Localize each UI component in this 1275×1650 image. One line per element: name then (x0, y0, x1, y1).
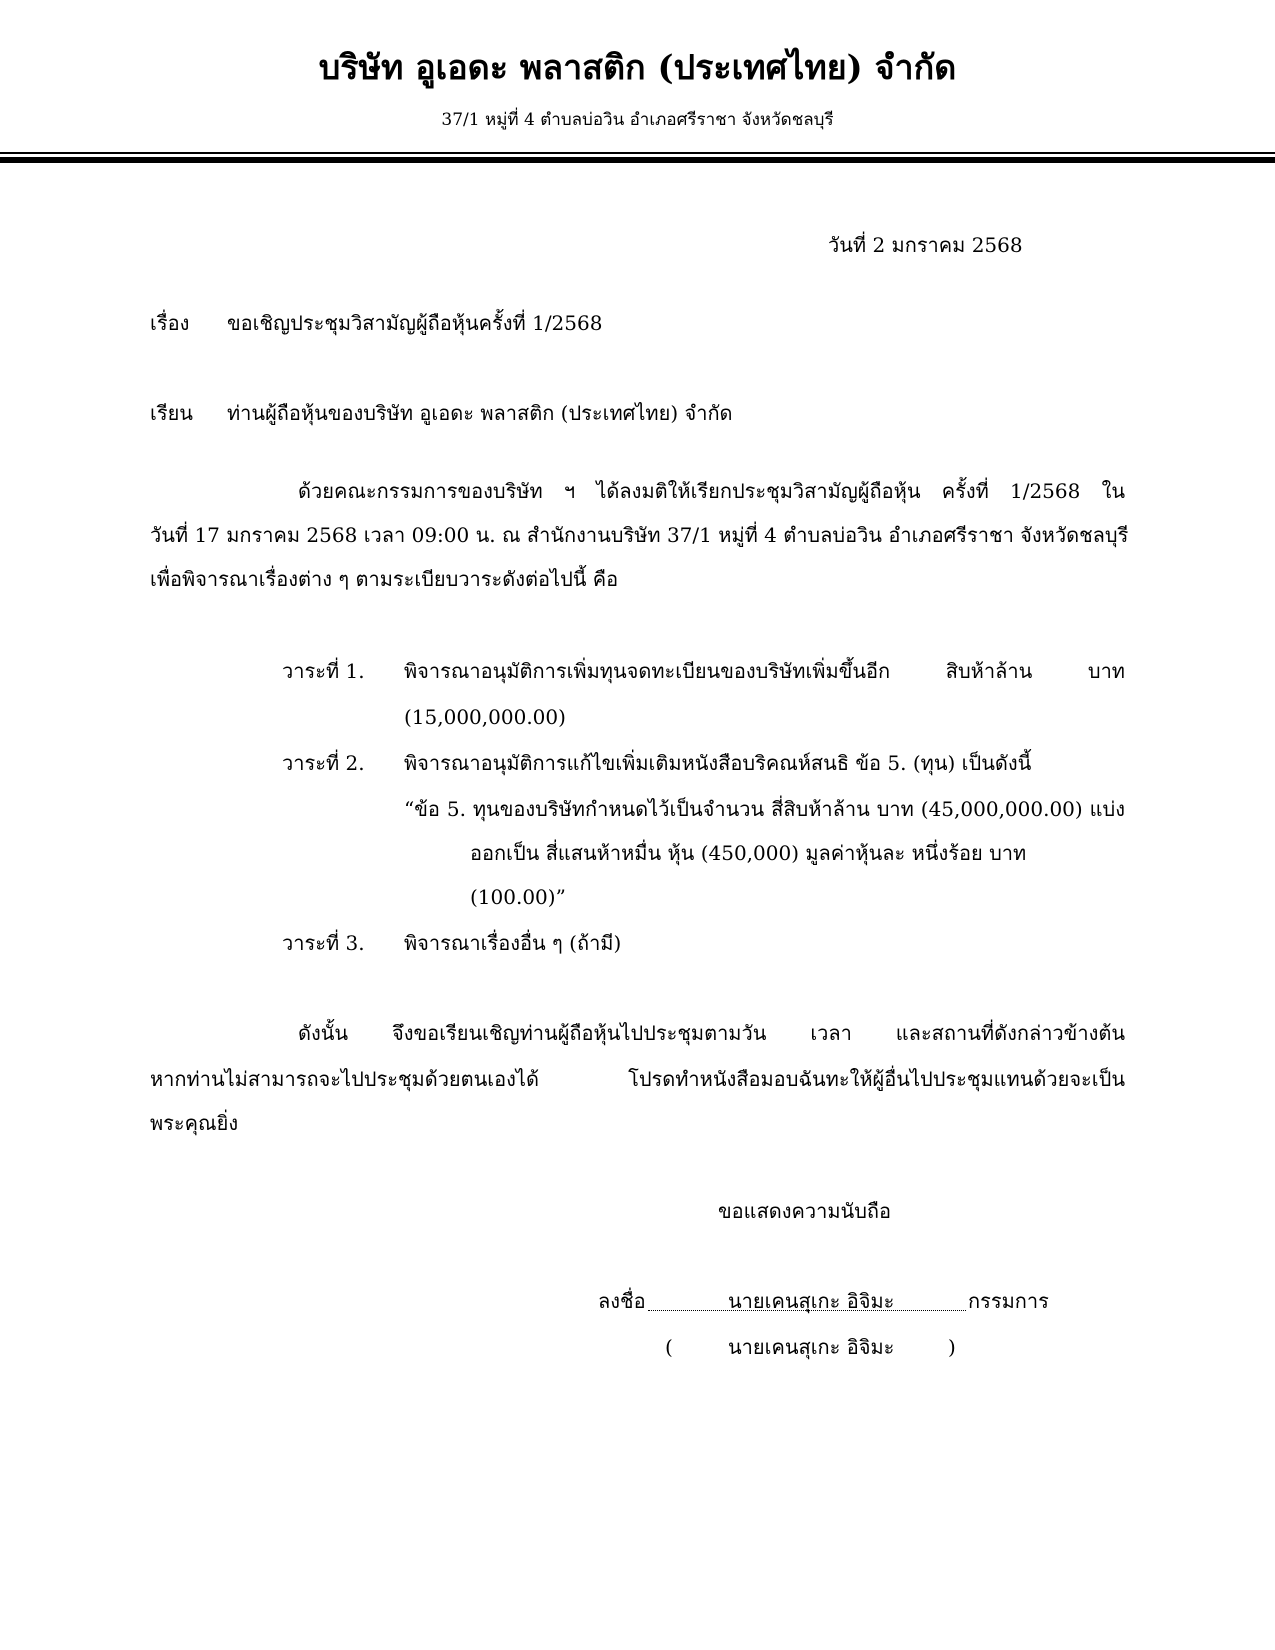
agenda-label: วาระที่ 3. (282, 931, 365, 955)
agenda-label: วาระที่ 2. (282, 751, 365, 775)
header-divider-thick (0, 157, 1275, 163)
closing-para-line: พระคุณยิ่ง (150, 1111, 239, 1135)
closing-para-line: ดังนั้น จึงขอเรียนเชิญท่านผู้ถือหุ้นไปประชุมตามวัน เวลา และสถานที่ดังกล่าวข้างต้น (298, 1021, 1125, 1045)
agenda-line: พิจารณาเรื่องอื่น ๆ (ถ้ามี) (404, 931, 622, 955)
intro-line: เพื่อพิจารณาเรื่องต่าง ๆ ตามระเบียบวาระดังต่อไปนี้ คือ (150, 567, 619, 591)
agenda-line: (15,000,000.00) (404, 705, 566, 729)
header-divider-thin (0, 152, 1275, 154)
agenda-label: วาระที่ 1. (282, 659, 365, 683)
subject-text: ขอเชิญประชุมวิสามัญผู้ถือหุ้นครั้งที่ 1/2568 (227, 311, 603, 335)
recipient-text: ท่านผู้ถือหุ้นของบริษัท อูเอดะ พลาสติก (ประเทศไทย) จำกัด (227, 401, 733, 425)
company-address: 37/1 หมู่ที่ 4 ตำบลบ่อวิน อำเภอศรีราชา จังหวัดชลบุรี (441, 110, 834, 130)
intro-line: ด้วยคณะกรรมการของบริษัท ฯ ได้ลงมติให้เรียกประชุมวิสามัญผู้ถือหุ้น ครั้งที่ 1/2568 ใน (298, 479, 1125, 503)
intro-line: วันที่ 17 มกราคม 2568 เวลา 09:00 น. ณ สำนักงานบริษัท 37/1 หมู่ที่ 4 ตำบลบ่อวิน อำเภอศรีราชา จังหวัดชลบุรี (150, 523, 1129, 547)
signature-prefix: ลงชื่อ (598, 1289, 646, 1313)
printed-name: นายเคนสุเกะ อิจิมะ (728, 1335, 895, 1359)
signature-role: กรรมการ (968, 1289, 1049, 1313)
closing-salutation: ขอแสดงความนับถือ (718, 1199, 892, 1223)
agenda-line: พิจารณาอนุมัติการเพิ่มทุนจดทะเบียนของบริษัทเพิ่มขึ้นอีก สิบห้าล้าน บาท (404, 659, 1125, 683)
printed-name-paren-close: ) (948, 1335, 956, 1359)
printed-name-paren-open: ( (665, 1335, 673, 1359)
recipient-label: เรียน (150, 401, 193, 425)
letter-date: วันที่ 2 มกราคม 2568 (828, 233, 1023, 257)
agenda-line: ออกเป็น สี่แสนห้าหมื่น หุ้น (450,000) มูลค่าหุ้นละ หนึ่งร้อย บาท (470, 841, 1027, 865)
subject-label: เรื่อง (150, 311, 190, 335)
agenda-line: (100.00)” (470, 885, 566, 909)
signature-name: นายเคนสุเกะ อิจิมะ (728, 1289, 895, 1313)
agenda-line: “ข้อ 5. ทุนของบริษัทกำหนดไว้เป็นจำนวน สี่สิบห้าล้าน บาท (45,000,000.00) แบ่ง (404, 797, 1125, 821)
agenda-line: พิจารณาอนุมัติการแก้ไขเพิ่มเติมหนังสือบริคณห์สนธิ ข้อ 5. (ทุน) เป็นดังนี้ (404, 751, 1032, 775)
closing-para-line: หากท่านไม่สามารถจะไปประชุมด้วยตนเองได้ โปรดทำหนังสือมอบฉันทะให้ผู้อื่นไปประชุมแทนด้วยจะเป็น (150, 1067, 1125, 1091)
company-name: บริษัท อูเอดะ พลาสติก (ประเทศไทย) จำกัด (318, 48, 957, 88)
